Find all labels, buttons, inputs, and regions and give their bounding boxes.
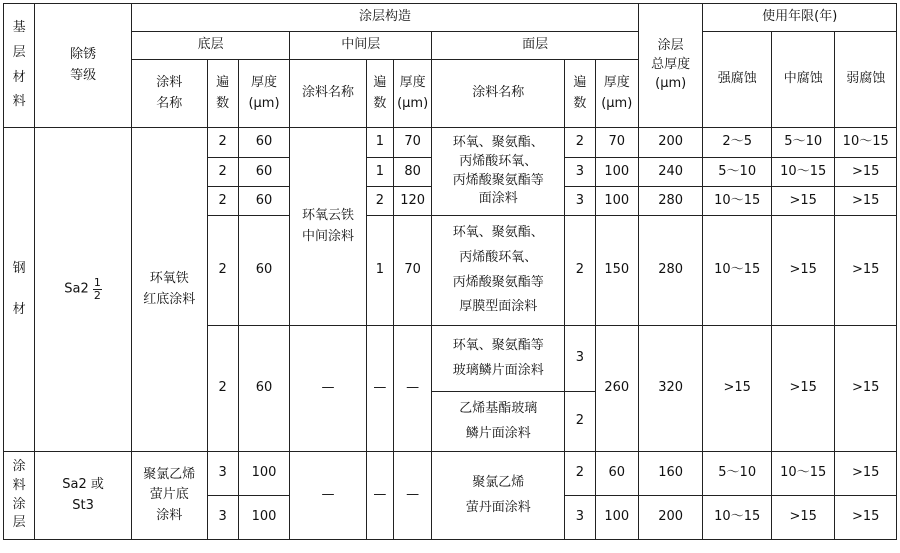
header-top-thickness: 厚度 (μm): [595, 60, 638, 128]
header-medium-corrosion: 中腐蚀: [771, 32, 834, 128]
total-thickness: 200: [638, 496, 703, 540]
top-coats: 3: [565, 158, 595, 187]
top-thickness: 70: [595, 128, 638, 158]
life-weak: >15: [835, 187, 897, 216]
life-weak: >15: [835, 158, 897, 187]
substrate-steel: 钢 材: [4, 128, 35, 452]
primer-coats: 2: [207, 128, 238, 158]
header-intermediate-layer: 中间层: [290, 32, 432, 60]
top-name-pvc: 聚氯乙烯 萤丹面涂料: [432, 452, 565, 540]
coating-structure-table: [3, 3, 897, 540]
header-primer-coats: 遍 数: [207, 60, 238, 128]
primer-thickness: 60: [238, 216, 289, 326]
header-coating-structure: 涂层构造: [131, 4, 638, 32]
intermediate-thickness: 80: [393, 158, 431, 187]
header-base-layer: 底层: [131, 32, 289, 60]
primer-name-coating-layer: 聚氯乙烯 萤片底 涂料: [131, 452, 207, 540]
intermediate-name: —: [290, 326, 367, 452]
total-thickness: 240: [638, 158, 703, 187]
life-medium: 5～10: [771, 128, 834, 158]
header-intermediate-name: 涂料名称: [290, 60, 367, 128]
primer-coats: 3: [207, 496, 238, 540]
intermediate-thickness: 120: [393, 187, 431, 216]
life-strong: 5～10: [703, 452, 772, 496]
header-weak-corrosion: 弱腐蚀: [835, 32, 897, 128]
primer-coats: 2: [207, 187, 238, 216]
top-coats: 3: [565, 326, 595, 392]
primer-thickness: 60: [238, 187, 289, 216]
life-medium: >15: [771, 496, 834, 540]
primer-coats: 3: [207, 452, 238, 496]
header-top-coats: 遍 数: [565, 60, 595, 128]
life-weak: >15: [835, 496, 897, 540]
life-weak: >15: [835, 216, 897, 326]
life-medium: >15: [771, 216, 834, 326]
primer-coats: 2: [207, 326, 238, 452]
intermediate-coats: 2: [366, 187, 393, 216]
primer-coats: 2: [207, 216, 238, 326]
top-coats: 2: [565, 216, 595, 326]
intermediate-coats: —: [366, 452, 393, 540]
life-strong: 5～10: [703, 158, 772, 187]
header-top-layer: 面层: [432, 32, 639, 60]
primer-thickness: 100: [238, 496, 289, 540]
life-medium: 10～15: [771, 452, 834, 496]
intermediate-coats: —: [366, 326, 393, 452]
primer-name-steel: 环氧铁 红底涂料: [131, 128, 207, 452]
life-weak: >15: [835, 326, 897, 452]
top-coats: 3: [565, 496, 595, 540]
life-medium: >15: [771, 326, 834, 452]
header-top-name: 涂料名称: [432, 60, 565, 128]
top-thickness: 100: [595, 187, 638, 216]
top-name-c: 环氧、聚氨酯等 玻璃鳞片面涂料: [432, 326, 565, 392]
fraction-numerator: 1: [93, 276, 101, 290]
top-name-d: 乙烯基酯玻璃 鳞片面涂料: [432, 392, 565, 452]
header-substrate: 基 层 材 料: [4, 4, 35, 128]
life-strong: >15: [703, 326, 772, 452]
life-strong: 10～15: [703, 216, 772, 326]
rust-grade-fraction: [93, 277, 102, 301]
life-medium: 10～15: [771, 158, 834, 187]
header-service-life: 使用年限(年): [703, 4, 897, 32]
top-name-a: 环氧、聚氨酯、 丙烯酸环氧、 丙烯酸聚氨酯等 面涂料: [432, 128, 565, 216]
primer-thickness: 60: [238, 158, 289, 187]
intermediate-thickness: 70: [393, 128, 431, 158]
intermediate-thickness: —: [393, 326, 431, 452]
intermediate-coats: 1: [366, 128, 393, 158]
primer-coats: 2: [207, 158, 238, 187]
total-thickness: 280: [638, 187, 703, 216]
fraction-denominator: 2: [93, 289, 101, 302]
table-row: [4, 128, 897, 158]
header-intermediate-thickness: 厚度 (μm): [393, 60, 431, 128]
table-container: [3, 3, 897, 540]
rust-grade-prefix: Sa2: [64, 282, 89, 297]
top-thickness: 100: [595, 158, 638, 187]
intermediate-thickness: —: [393, 452, 431, 540]
top-thickness: 260: [595, 326, 638, 452]
header-rust-grade: 除锈 等级: [35, 4, 132, 128]
rust-grade-coating-layer: Sa2 或 St3: [35, 452, 132, 540]
intermediate-thickness: 70: [393, 216, 431, 326]
primer-thickness: 60: [238, 326, 289, 452]
table-row: [4, 452, 897, 496]
life-weak: >15: [835, 452, 897, 496]
substrate-coating-layer: 涂 料 涂 层: [4, 452, 35, 540]
top-thickness: 150: [595, 216, 638, 326]
top-name-b: 环氧、聚氨酯、 丙烯酸环氧、 丙烯酸聚氨酯等 厚膜型面涂料: [432, 216, 565, 326]
header-strong-corrosion: 强腐蚀: [703, 32, 772, 128]
header-primer-name: 涂料 名称: [131, 60, 207, 128]
primer-thickness: 100: [238, 452, 289, 496]
intermediate-coats: 1: [366, 158, 393, 187]
primer-thickness: 60: [238, 128, 289, 158]
life-strong: 10～15: [703, 496, 772, 540]
intermediate-name: —: [290, 452, 367, 540]
life-strong: 2～5: [703, 128, 772, 158]
total-thickness: 320: [638, 326, 703, 452]
intermediate-name-steel: 环氧云铁 中间涂料: [290, 128, 367, 326]
total-thickness: 200: [638, 128, 703, 158]
header-primer-thickness: 厚度 (μm): [238, 60, 289, 128]
top-thickness: 100: [595, 496, 638, 540]
header-intermediate-coats: 遍 数: [366, 60, 393, 128]
life-weak: 10～15: [835, 128, 897, 158]
life-strong: 10～15: [703, 187, 772, 216]
rust-grade-steel: [35, 128, 132, 452]
top-coats: 2: [565, 128, 595, 158]
total-thickness: 160: [638, 452, 703, 496]
total-thickness: 280: [638, 216, 703, 326]
header-row-2: [4, 32, 897, 60]
top-coats: 3: [565, 187, 595, 216]
header-total-thickness: 涂层 总厚度 (μm): [638, 4, 703, 128]
top-coats: 2: [565, 392, 595, 452]
top-coats: 2: [565, 452, 595, 496]
life-medium: >15: [771, 187, 834, 216]
header-row-1: [4, 4, 897, 32]
intermediate-coats: 1: [366, 216, 393, 326]
top-thickness: 60: [595, 452, 638, 496]
